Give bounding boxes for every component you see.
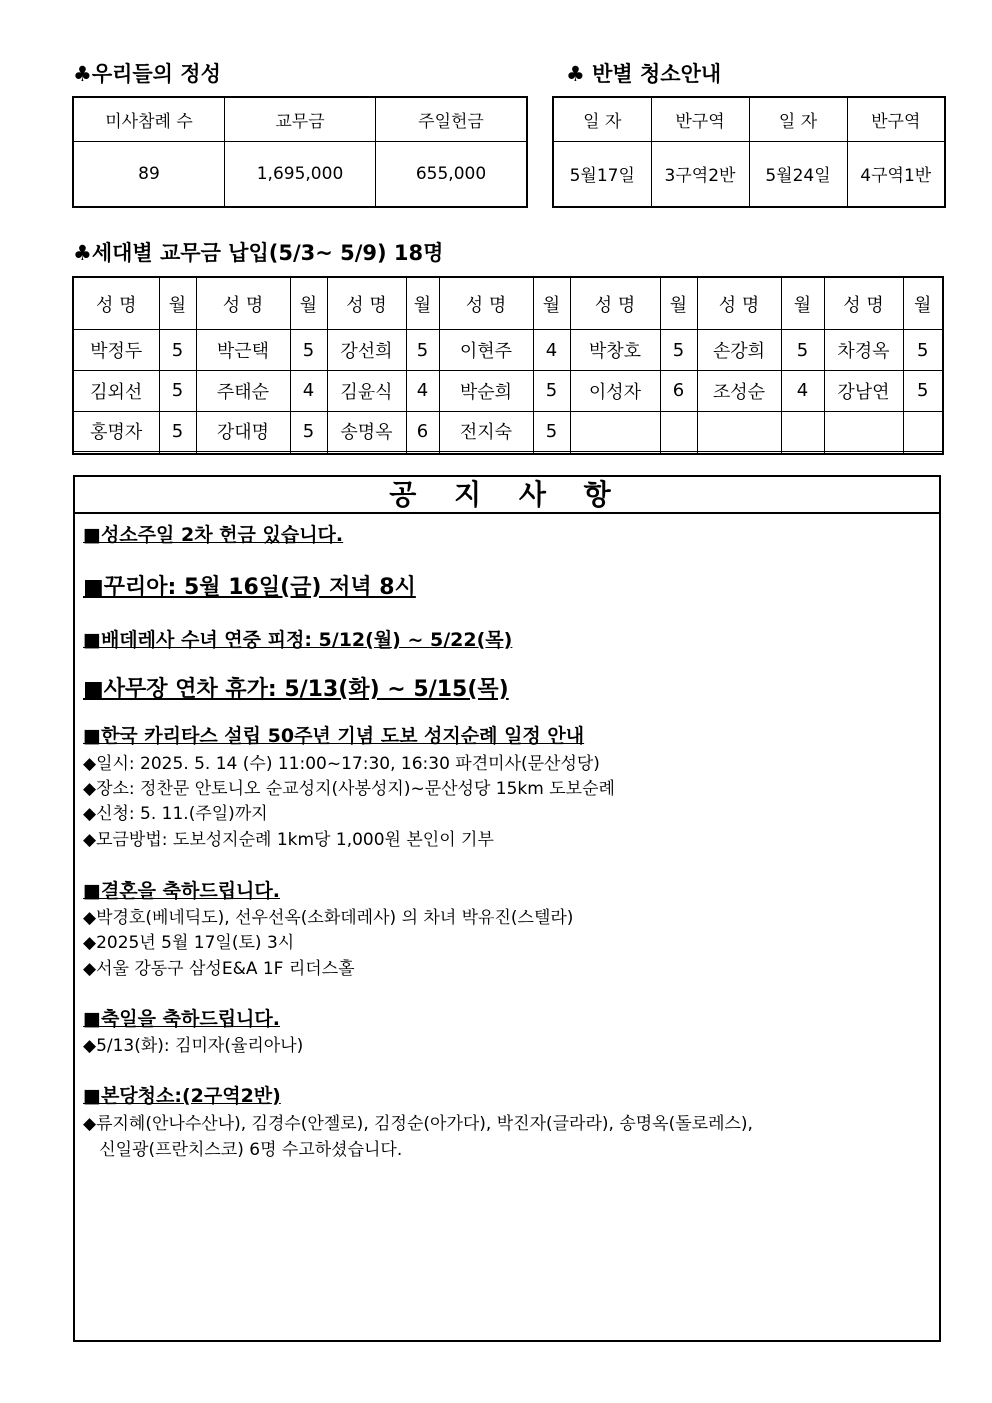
dues-month-cell: 5 [660,330,697,371]
offering-value-dues: 1,695,000 [225,141,376,207]
cleaning-header-date-1: 일 자 [553,97,651,141]
cleaning-date-2: 5월24일 [749,141,847,207]
dues-name-cell [570,411,660,452]
dues-month-cell: 5 [159,370,196,411]
dues-name-cell [439,452,533,454]
offering-header-sunday: 주일헌금 [376,97,528,141]
dues-name-cell [824,452,903,454]
dues-name-cell: 송명옥 [327,411,406,452]
dues-name-cell: 차경옥 [824,330,903,371]
dues-header-name: 성 명 [570,277,660,330]
dues-name-cell: 강선희 [327,330,406,371]
caritas-line: ◆장소: 정찬문 안토니오 순교성지(사봉성지)~문산성당 15km 도보순례 [83,779,615,799]
wedding-heading: ■결혼을 축하드립니다. [83,880,280,902]
caritas-heading: ■한국 카리타스 설립 50주년 기념 도보 성지순례 일정 안내 [83,725,585,747]
dues-month-cell [159,452,196,454]
cleaning-thanks-line: 신일광(프란치스코) 6명 수고하셨습니다. [83,1140,403,1160]
wedding-line: ◆2025년 5월 17일(토) 3시 [83,933,295,953]
cleaning-area-2: 4구역1반 [847,141,945,207]
dues-month-cell: 6 [406,411,439,452]
dues-name-cell: 전지숙 [439,411,533,452]
cleaning-thanks-line: ◆류지혜(안나수산나), 김경수(안젤로), 김정순(아가다), 박진자(글라라), 송명옥(돌로레스), [83,1114,753,1134]
dues-name-cell: 이성자 [570,370,660,411]
dues-name-cell: 조성순 [697,370,781,411]
dues-header-name: 성 명 [327,277,406,330]
cleaning-table [552,96,946,208]
dues-title: ♣세대별 교무금 납입(5/3~ 5/9) 18명 [73,241,444,265]
dues-header-name: 성 명 [697,277,781,330]
dues-row [73,411,943,452]
dues-month-cell: 5 [533,370,570,411]
feast-heading: ■축일을 축하드립니다. [83,1008,280,1030]
dues-name-cell [824,411,903,452]
cleaning-area-1: 3구역2반 [651,141,749,207]
dues-month-cell: 5 [903,370,943,411]
dues-month-cell [660,452,697,454]
dues-name-cell [327,452,406,454]
dues-name-cell: 박순희 [439,370,533,411]
dues-header-name: 성 명 [196,277,290,330]
offering-value-sunday: 655,000 [376,141,528,207]
dues-name-cell: 강남연 [824,370,903,411]
dues-month-cell [406,452,439,454]
dues-name-cell [697,452,781,454]
dues-row [73,330,943,371]
dues-table [72,276,944,455]
cleaning-header-area-2: 반구역 [847,97,945,141]
dues-header-month: 월 [660,277,697,330]
cleaning-header-date-2: 일 자 [749,97,847,141]
dues-month-cell [290,452,327,454]
dues-header-month: 월 [533,277,570,330]
cleaning-date-1: 5월17일 [553,141,651,207]
dues-month-cell [533,452,570,454]
dues-header-name: 성 명 [824,277,903,330]
dues-header-month: 월 [903,277,943,330]
notice-box [73,475,941,1342]
offering-value-attendance: 89 [73,141,225,207]
notice-retreat: ■배데레사 수녀 연중 피정: 5/12(월) ~ 5/22(목) [83,629,513,651]
dues-month-cell: 4 [406,370,439,411]
wedding-line: ◆박경호(베네딕도), 선우선옥(소화데레사) 의 차녀 박유진(스텔라) [83,908,574,928]
dues-header-name: 성 명 [439,277,533,330]
dues-month-cell [903,452,943,454]
cleaning-header-area-1: 반구역 [651,97,749,141]
offering-header-dues: 교무금 [225,97,376,141]
dues-name-cell: 박근택 [196,330,290,371]
dues-month-cell: 5 [903,330,943,371]
dues-header-month: 월 [781,277,824,330]
dues-month-cell: 5 [159,330,196,371]
notice-vacation: ■사무장 연차 휴가: 5/13(화) ~ 5/15(목) [83,677,509,702]
dues-name-cell: 강대명 [196,411,290,452]
dues-name-cell [570,452,660,454]
dues-name-cell: 이현주 [439,330,533,371]
caritas-line: ◆모금방법: 도보성지순례 1km당 1,000원 본인이 기부 [83,830,494,850]
cleaning-title: ♣ 반별 청소안내 [566,62,722,86]
caritas-line: ◆신청: 5. 11.(주일)까지 [83,804,268,824]
dues-name-cell: 김외선 [73,370,159,411]
dues-header-month: 월 [290,277,327,330]
caritas-line: ◆일시: 2025. 5. 14 (수) 11:00~17:30, 16:30 파견미사(문산성당) [83,754,600,774]
dues-month-cell [903,411,943,452]
dues-month-cell [660,411,697,452]
dues-name-cell [196,452,290,454]
dues-month-cell: 4 [290,370,327,411]
dues-name-cell: 박정두 [73,330,159,371]
cleaning-thanks-heading: ■본당청소:(2구역2반) [83,1085,281,1107]
dues-name-cell: 박창호 [570,330,660,371]
dues-name-cell: 홍명자 [73,411,159,452]
offering-title: ♣우리들의 정성 [73,62,221,86]
dues-month-cell: 5 [533,411,570,452]
dues-name-cell [73,452,159,454]
dues-row [73,370,943,411]
notice-curia: ■꾸리아: 5월 16일(금) 저녁 8시 [83,575,416,600]
dues-name-cell [697,411,781,452]
dues-header-month: 월 [406,277,439,330]
dues-name-cell: 주태순 [196,370,290,411]
dues-month-cell [781,452,824,454]
dues-month-cell: 4 [781,370,824,411]
dues-row [73,452,943,454]
dues-name-cell: 손강희 [697,330,781,371]
dues-month-cell: 5 [159,411,196,452]
offering-header-attendance: 미사참례 수 [73,97,225,141]
offering-table [72,96,528,208]
dues-name-cell: 김윤식 [327,370,406,411]
dues-month-cell: 5 [781,330,824,371]
dues-header-month: 월 [159,277,196,330]
wedding-line: ◆서울 강동구 삼성E&A 1F 리더스홀 [83,959,355,979]
feast-line: ◆5/13(화): 김미자(율리아나) [83,1036,304,1056]
dues-month-cell: 5 [290,330,327,371]
dues-month-cell: 5 [406,330,439,371]
dues-month-cell: 4 [533,330,570,371]
dues-header-name: 성 명 [73,277,159,330]
dues-month-cell: 6 [660,370,697,411]
notice-title: 공 지 사 항 [75,477,939,514]
dues-month-cell: 5 [290,411,327,452]
notice-vocation-sunday: ■성소주일 2차 헌금 있습니다. [83,524,344,546]
dues-month-cell [781,411,824,452]
